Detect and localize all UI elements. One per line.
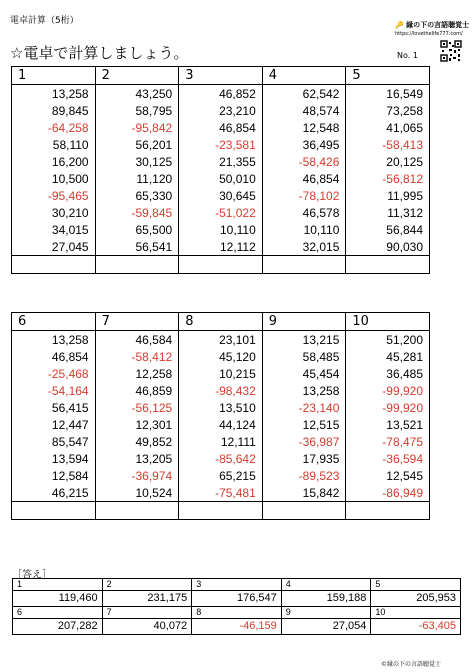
- problem-value: 48,574: [262, 102, 346, 119]
- problem-value: -85,642: [179, 450, 263, 467]
- answer-label: 1: [13, 579, 103, 591]
- problem-value: 13,521: [346, 416, 430, 433]
- problem-number: 3: [179, 67, 263, 85]
- problem-value: 46,584: [95, 331, 179, 349]
- problem-value: -23,581: [179, 136, 263, 153]
- problem-value: -25,468: [12, 365, 96, 382]
- problem-value: 10,500: [12, 170, 96, 187]
- problem-row: [12, 170, 430, 187]
- problem-value: 46,859: [95, 382, 179, 399]
- answer-label: 4: [281, 579, 371, 591]
- problem-value: 10,110: [262, 221, 346, 238]
- problem-value: 89,845: [12, 102, 96, 119]
- answer-value: 205,953: [371, 591, 461, 607]
- problem-value: 36,485: [346, 365, 430, 382]
- problem-value: 13,258: [12, 331, 96, 349]
- problem-value: -89,523: [262, 467, 346, 484]
- problem-value: -54,164: [12, 382, 96, 399]
- document-title: 電卓計算（5桁）: [10, 16, 79, 26]
- answer-value: -46,159: [192, 619, 282, 635]
- problem-value: -99,920: [346, 382, 430, 399]
- problem-value: -95,465: [12, 187, 96, 204]
- problem-value: 46,852: [179, 85, 263, 103]
- problem-value: -56,125: [95, 399, 179, 416]
- problem-value: 46,854: [179, 119, 263, 136]
- problem-value: 12,447: [12, 416, 96, 433]
- answer-heading: ［答え］: [12, 570, 52, 581]
- sheet-number: No. 1: [397, 51, 418, 60]
- answer-value: 159,188: [281, 591, 371, 607]
- answer-value: 176,547: [192, 591, 282, 607]
- problem-number: 6: [12, 313, 96, 331]
- answer-label-row: [13, 607, 461, 619]
- problem-value: -58,413: [346, 136, 430, 153]
- problem-value: 12,301: [95, 416, 179, 433]
- problem-value: -78,475: [346, 433, 430, 450]
- answer-entry-cell[interactable]: [12, 256, 96, 274]
- problem-value: 17,935: [262, 450, 346, 467]
- problem-value: 13,510: [179, 399, 263, 416]
- problem-row: [12, 365, 430, 382]
- problem-table-top: [11, 66, 430, 274]
- problem-value: 65,215: [179, 467, 263, 484]
- problem-value: 10,215: [179, 365, 263, 382]
- problem-value: 46,854: [262, 170, 346, 187]
- problem-number: 7: [95, 313, 179, 331]
- answer-value: 27,054: [281, 619, 371, 635]
- problem-value: 51,200: [346, 331, 430, 349]
- answer-label: 9: [281, 607, 371, 619]
- problem-row: [12, 221, 430, 238]
- answer-entry-cell[interactable]: [179, 256, 263, 274]
- answer-entry-cell[interactable]: [179, 502, 263, 520]
- problem-value: 58,485: [262, 348, 346, 365]
- problem-value: 90,030: [346, 238, 430, 256]
- problem-value: -95,842: [95, 119, 179, 136]
- answer-entry-cell[interactable]: [346, 502, 430, 520]
- answer-label: 2: [102, 579, 192, 591]
- qr-code-icon: [440, 40, 462, 62]
- brand-name: 🔑 縁の下の言語聴覚士: [395, 21, 470, 29]
- answer-label: 7: [102, 607, 192, 619]
- problem-number: 2: [95, 67, 179, 85]
- problem-row: [12, 450, 430, 467]
- answer-value: -63,405: [371, 619, 461, 635]
- answer-value: 119,460: [13, 591, 103, 607]
- problem-value: 58,110: [12, 136, 96, 153]
- problem-value: -51,022: [179, 204, 263, 221]
- problem-row: [12, 85, 430, 103]
- problem-row: [12, 484, 430, 502]
- answer-entry-cell[interactable]: [95, 502, 179, 520]
- problem-value: -86,949: [346, 484, 430, 502]
- problem-value: 11,312: [346, 204, 430, 221]
- problem-value: 41,065: [346, 119, 430, 136]
- problem-value: 44,124: [179, 416, 263, 433]
- problem-value: 36,495: [262, 136, 346, 153]
- answer-entry-row: [12, 502, 430, 520]
- problem-value: 45,120: [179, 348, 263, 365]
- problem-value: 21,355: [179, 153, 263, 170]
- problem-row: [12, 153, 430, 170]
- problem-table-bottom: [11, 312, 430, 520]
- problem-row: [12, 331, 430, 349]
- answer-entry-cell[interactable]: [262, 256, 346, 274]
- copyright-footer: ©縁の下の言語聴覚士: [381, 661, 442, 668]
- problem-value: 58,795: [95, 102, 179, 119]
- problem-value: 12,548: [262, 119, 346, 136]
- problem-value: 30,125: [95, 153, 179, 170]
- problem-number: 1: [12, 67, 96, 85]
- problem-header-row: [12, 313, 430, 331]
- worksheet-heading: ☆電卓で計算しましょう。: [10, 44, 189, 62]
- problem-value: 65,500: [95, 221, 179, 238]
- problem-value: 43,250: [95, 85, 179, 103]
- problem-number: 8: [179, 313, 263, 331]
- problem-value: -58,426: [262, 153, 346, 170]
- problem-value: 27,045: [12, 238, 96, 256]
- problem-row: [12, 187, 430, 204]
- problem-value: 10,110: [179, 221, 263, 238]
- answer-label: 8: [192, 607, 282, 619]
- problem-value: -75,481: [179, 484, 263, 502]
- problem-value: 20,125: [346, 153, 430, 170]
- problem-value: 46,215: [12, 484, 96, 502]
- problem-value: 50,010: [179, 170, 263, 187]
- problem-value: 56,415: [12, 399, 96, 416]
- answer-value-row: [13, 619, 461, 635]
- answer-table: [12, 578, 461, 635]
- problem-value: 12,258: [95, 365, 179, 382]
- answer-value: 231,175: [102, 591, 192, 607]
- problem-value: 12,515: [262, 416, 346, 433]
- problem-value: 45,281: [346, 348, 430, 365]
- problem-number: 9: [262, 313, 346, 331]
- problem-value: 85,547: [12, 433, 96, 450]
- problem-value: -36,974: [95, 467, 179, 484]
- answer-label: 5: [371, 579, 461, 591]
- problem-value: 12,111: [179, 433, 263, 450]
- problem-row: [12, 433, 430, 450]
- answer-label: 3: [192, 579, 282, 591]
- problem-row: [12, 102, 430, 119]
- problem-value: -78,102: [262, 187, 346, 204]
- problem-value: 45,454: [262, 365, 346, 382]
- problem-value: 13,205: [95, 450, 179, 467]
- problem-value: 56,844: [346, 221, 430, 238]
- answer-entry-cell[interactable]: [12, 502, 96, 520]
- problem-value: 23,210: [179, 102, 263, 119]
- problem-value: 46,578: [262, 204, 346, 221]
- answer-value-row: [13, 591, 461, 607]
- answer-value: 40,072: [102, 619, 192, 635]
- answer-label-row: [13, 579, 461, 591]
- problem-value: -58,412: [95, 348, 179, 365]
- answer-value: 207,282: [13, 619, 103, 635]
- problem-value: 46,854: [12, 348, 96, 365]
- problem-header-row: [12, 67, 430, 85]
- problem-value: 73,258: [346, 102, 430, 119]
- problem-value: -59,845: [95, 204, 179, 221]
- problem-value: 34,015: [12, 221, 96, 238]
- problem-value: 15,842: [262, 484, 346, 502]
- problem-number: 4: [262, 67, 346, 85]
- problem-value: 62,542: [262, 85, 346, 103]
- problem-value: -36,987: [262, 433, 346, 450]
- problem-row: [12, 467, 430, 484]
- answer-entry-cell[interactable]: [346, 256, 430, 274]
- problem-row: [12, 238, 430, 256]
- problem-value: 49,852: [95, 433, 179, 450]
- problem-value: 12,112: [179, 238, 263, 256]
- answer-label: 10: [371, 607, 461, 619]
- problem-value: 13,215: [262, 331, 346, 349]
- problem-row: [12, 416, 430, 433]
- answer-entry-cell[interactable]: [262, 502, 346, 520]
- problem-value: 23,101: [179, 331, 263, 349]
- problem-row: [12, 399, 430, 416]
- brand-url[interactable]: https://lovethelife777.com/: [395, 31, 463, 37]
- problem-value: -36,594: [346, 450, 430, 467]
- problem-value: 30,210: [12, 204, 96, 221]
- problem-row: [12, 136, 430, 153]
- problem-value: -23,140: [262, 399, 346, 416]
- problem-value: 32,015: [262, 238, 346, 256]
- problem-value: -99,920: [346, 399, 430, 416]
- problem-value: -64,258: [12, 119, 96, 136]
- problem-value: 56,201: [95, 136, 179, 153]
- problem-value: -98,432: [179, 382, 263, 399]
- problem-row: [12, 382, 430, 399]
- problem-value: 16,549: [346, 85, 430, 103]
- problem-row: [12, 348, 430, 365]
- problem-number: 10: [346, 313, 430, 331]
- answer-entry-row: [12, 256, 430, 274]
- problem-row: [12, 204, 430, 221]
- problem-row: [12, 119, 430, 136]
- problem-number: 5: [346, 67, 430, 85]
- problem-value: 56,541: [95, 238, 179, 256]
- problem-value: 11,995: [346, 187, 430, 204]
- problem-value: 16,200: [12, 153, 96, 170]
- answer-entry-cell[interactable]: [95, 256, 179, 274]
- problem-value: 13,258: [12, 85, 96, 103]
- problem-value: 11,120: [95, 170, 179, 187]
- problem-value: 65,330: [95, 187, 179, 204]
- problem-value: -56,812: [346, 170, 430, 187]
- problem-value: 10,524: [95, 484, 179, 502]
- problem-value: 30,645: [179, 187, 263, 204]
- problem-value: 12,545: [346, 467, 430, 484]
- problem-value: 13,258: [262, 382, 346, 399]
- problem-value: 13,594: [12, 450, 96, 467]
- answer-label: 6: [13, 607, 103, 619]
- problem-value: 12,584: [12, 467, 96, 484]
